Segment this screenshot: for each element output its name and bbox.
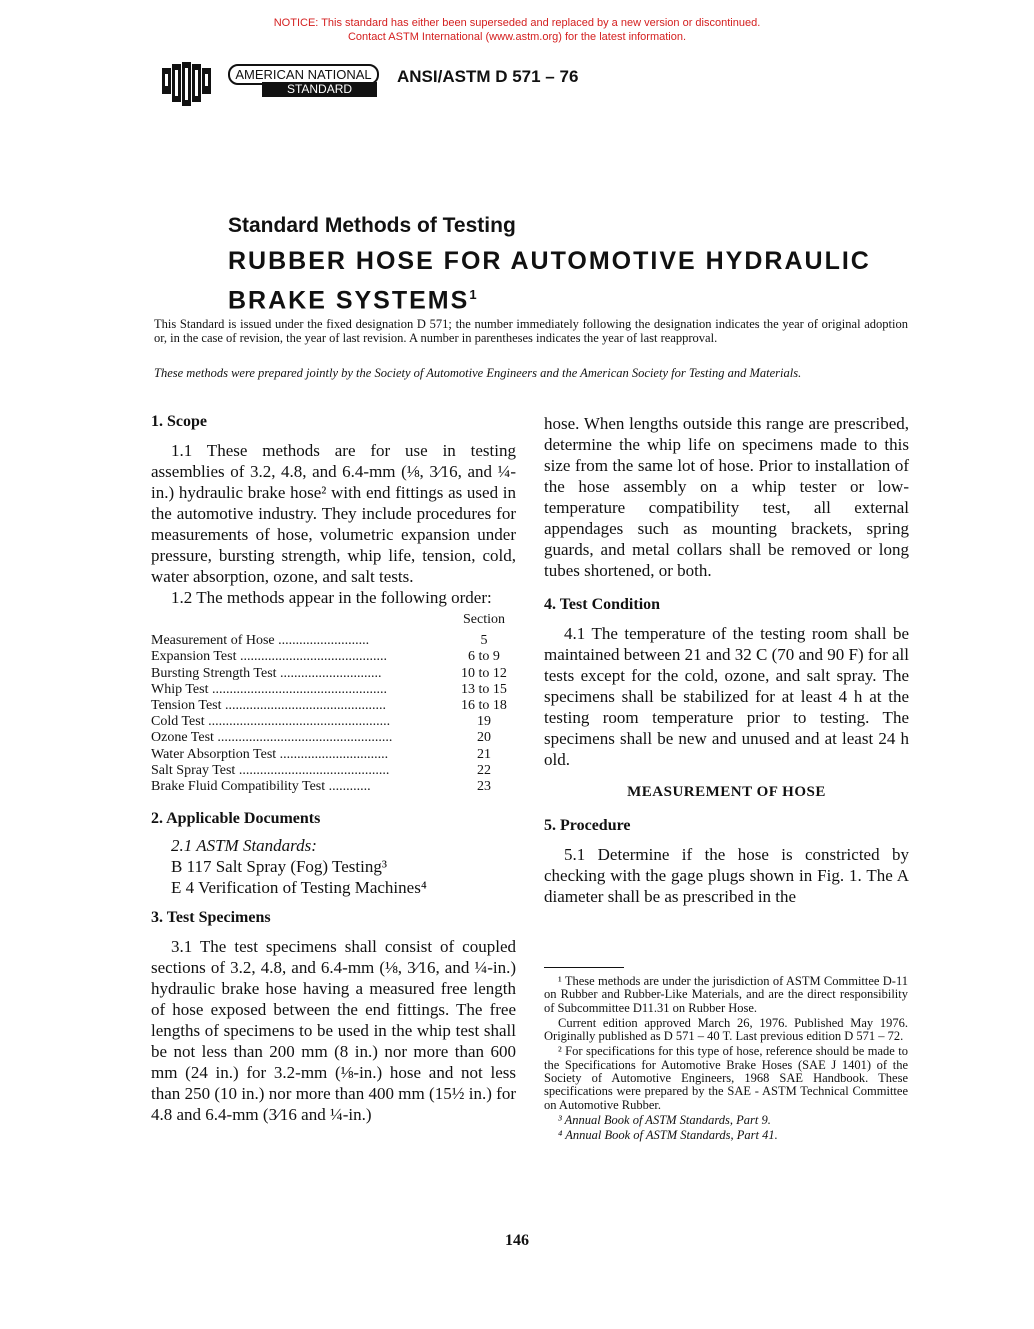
para-5-1: 5.1 Determine if the hose is constricted by checking with the gage plugs shown in Fig. 1. The A diameter shall be as prescribed in the <box>544 845 909 906</box>
toc-row: Ozone Test .................................................. 20 <box>151 730 491 746</box>
ansi-badge-bottom: STANDARD <box>262 82 377 97</box>
title-line-2: BRAKE SYSTEMS <box>228 286 470 315</box>
footnote-rule <box>544 967 624 968</box>
section-3-heading: 3. Test Specimens <box>151 909 271 927</box>
toc-row: Whip Test .................................................. 13 to 15 <box>151 681 507 697</box>
para-3-1: 3.1 The test specimens shall consist of coupled sections of 3.2, 4.8, and 6.4-mm (⅛, 3⁄16, and ¼-in.) hydraulic brake hose having a measured free length of hose exposed between the end fittings. The free lengths of specimens to be used in the whip test shall be not less than 200 mm (8 in.) nor more than 600 mm (24 in.) for 3.2-mm (⅛-in.) hose and not less than 250 (10 in.) nor more than 400 mm (15½ in.) for 4.8 and 6.4-mm (3⁄16 and ¼-in.) <box>151 937 516 1125</box>
page-number: 146 <box>505 1232 529 1249</box>
para-2-1: 2.1 ASTM Standards: <box>171 836 317 856</box>
para-3-1-continued: hose. When lengths outside this range are prescribed, determine the whip life on specimens made to this size from the same lot of hose. Prior to installation of the hose assembly on a whip tester or low-temperature compatibility test, all external appendages such as mounting brackets, spring guards, and metal collars shall be removed or long tubes shortened, or both. <box>544 414 909 580</box>
section-2-heading: 2. Applicable Documents <box>151 810 321 828</box>
footnote-1-edition: Current edition approved March 26, 1976. Published May 1976. Originally published as D 571 – 40 T. Last previous edition D 571 – 72. <box>544 1015 908 1044</box>
toc-row: Water Absorption Test ............................... 21 <box>151 746 491 762</box>
toc-row: Cold Test .................................................... 19 <box>151 714 491 730</box>
notice-line-1: NOTICE: This standard has either been superseded and replaced by a new version or discontinued. <box>273 17 761 29</box>
notice-line-2: Contact ASTM International (www.astm.org) for the latest information. <box>347 31 687 43</box>
supersede-notice <box>0 16 1034 44</box>
title-footnote-ref: 1 <box>469 287 477 302</box>
toc-row: Tension Test .............................................. 16 to 18 <box>151 698 507 714</box>
footnote-2: ² For specifications for this type of hose, reference should be made to the Specifications for Automotive Brake Hoses (SAE J 1401) of the Society of Automotive Engineers, 1968 SAE Handbook. These specifications were prepared by the SAE - ASTM Technical Committee on Automotive Rubber. <box>544 1044 908 1112</box>
issue-note: This Standard is issued under the fixed designation D 571; the number immediately following the designation indicates the year of original adoption or, in the case of revision, the year of last revision. A number in parentheses indicates the year of last reapproval. <box>154 317 908 345</box>
left-column <box>151 412 516 1125</box>
title-kicker: Standard Methods of Testing <box>228 214 516 237</box>
footnote-4: ⁴ Annual Book of ASTM Standards, Part 41. <box>558 1128 778 1143</box>
prepared-note: These methods were prepared jointly by the Society of Automotive Engineers and the American Society for Testing and Materials. <box>154 366 802 380</box>
toc-row: Measurement of Hose .......................... 5 <box>151 633 488 649</box>
section-toc <box>151 612 516 795</box>
para-1-1: 1.1 These methods are for use in testing assemblies of 3.2, 4.8, and 6.4-mm (⅛, 3⁄16, and ¼-in.) hydraulic brake hose² with end fittings as used in the automotive industry. They include procedures for measurements of hose, volumetric expansion under pressure, bursting strength, whip life, tension, cold, water absorption, ozone, and salt tests. <box>151 441 516 586</box>
para-1-2: 1.2 The methods appear in the following order: <box>171 588 492 607</box>
section-1-heading: 1. Scope <box>151 413 207 430</box>
toc-row: Brake Fluid Compatibility Test ............ 23 <box>151 779 491 795</box>
section-4-heading: 4. Test Condition <box>544 596 661 613</box>
footnotes <box>544 975 908 1145</box>
toc-row: Salt Spray Test ........................................... 22 <box>151 762 491 778</box>
astm-logo-icon <box>160 60 214 108</box>
section-5-heading: 5. Procedure <box>544 817 631 834</box>
toc-row: Expansion Test .......................................... 6 to 9 <box>151 649 500 665</box>
para-4-1: 4.1 The temperature of the testing room shall be maintained between 21 and 32 C (70 and 90 F) for all tests except for the cold, ozone, and salt spray. The specimens shall be stabilized for at least 4 h at the testing room temperature prior to testing. The specimens shall be new and unused and at least 24 h old. <box>544 624 909 769</box>
title-line-1: RUBBER HOSE FOR AUTOMOTIVE HYDRAULIC <box>228 247 871 275</box>
footnote-1: ¹ These methods are under the jurisdiction of ASTM Committee D-11 on Rubber and Rubber-Like Materials, and are the direct responsibility of Subcommittee D11.31 on Rubber Hose. <box>544 974 908 1015</box>
ref-e4: E 4 Verification of Testing Machines⁴ <box>171 878 427 898</box>
ref-b117: B 117 Salt Spray (Fog) Testing³ <box>171 857 387 877</box>
part-heading: MEASUREMENT OF HOSE <box>627 784 826 800</box>
ansi-badge <box>228 64 379 98</box>
designation: ANSI/ASTM D 571 – 76 <box>397 67 579 86</box>
ansi-badge-top: AMERICAN NATIONAL <box>228 64 379 85</box>
toc-header: Section <box>463 612 505 627</box>
page-title <box>228 244 928 317</box>
toc-row: Bursting Strength Test ............................. 10 to 12 <box>151 665 507 681</box>
right-column <box>544 413 909 907</box>
footnote-3: ³ Annual Book of ASTM Standards, Part 9. <box>558 1112 771 1127</box>
